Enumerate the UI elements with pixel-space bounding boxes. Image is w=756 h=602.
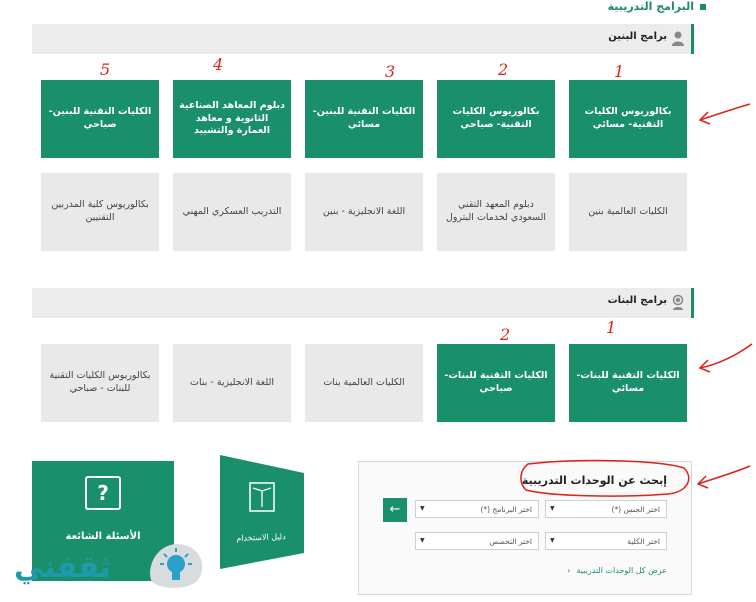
male-user-icon xyxy=(671,30,685,46)
annotation-number: 3 xyxy=(385,62,396,81)
boys-section-header: برامج البنين xyxy=(32,24,694,54)
program-tile[interactable]: اللغة الانجليزية - بنات xyxy=(173,344,291,422)
chevron-left-icon: ‹ xyxy=(567,566,571,575)
program-tile[interactable]: بكالوريوس الكليات التقنية للبنات - صباحي xyxy=(41,344,159,422)
annotation-number: 1 xyxy=(606,318,617,337)
annotation-number: 2 xyxy=(500,325,511,344)
program-tile[interactable]: الكليات التقنية للبنين- مسائي xyxy=(305,80,423,158)
brand-logo: ثقفني xyxy=(10,540,210,596)
program-tile[interactable]: بكالوريوس الكليات التقنية- مسائي xyxy=(569,80,687,158)
guide-panel-shape xyxy=(220,455,304,569)
program-tile[interactable]: الكليات العالمية بنين xyxy=(569,173,687,251)
user-guide-button[interactable]: دليل الاستخدام xyxy=(220,455,304,569)
arrow-left-icon: ← xyxy=(389,502,401,517)
faq-button[interactable]: ? الأسئلة الشائعة xyxy=(32,461,174,581)
search-go-button[interactable] xyxy=(383,498,407,522)
program-tile[interactable]: دبلوم المعاهد الصناعية الثانوية و معاهد العمارة والتشييد xyxy=(173,80,291,158)
female-user-icon xyxy=(671,294,685,310)
view-all-units-link[interactable]: عرض كل الوحدات التدريبية ‹ xyxy=(567,566,667,575)
program-tile[interactable]: بكالوريوس كلية المدربين التقنيين xyxy=(41,173,159,251)
search-title: إبحث عن الوحدات التدريبية xyxy=(521,474,667,487)
program-select[interactable]: اختر البرنامج (*) ▼ xyxy=(415,500,539,518)
annotation-circle xyxy=(518,458,694,498)
program-tile[interactable]: دبلوم المعهد التقني السعودي لخدمات البترول xyxy=(437,173,555,251)
girls-section-header: برامج البنات xyxy=(32,288,694,318)
lightbulb-logo-icon xyxy=(146,540,208,594)
college-select[interactable]: اختر الكلية ▼ xyxy=(545,532,667,550)
program-tile[interactable]: الكليات التقنية للبنات- مسائي xyxy=(569,344,687,422)
question-icon: ? xyxy=(85,476,121,510)
specialty-select[interactable]: اختر التخصص ▼ xyxy=(415,532,539,550)
annotation-number: 2 xyxy=(498,60,509,79)
annotation-arrow-icon xyxy=(694,462,752,490)
page-title: البرامج التدريبية xyxy=(608,0,706,13)
caret-down-icon: ▼ xyxy=(550,537,555,544)
caret-down-icon: ▼ xyxy=(420,537,425,544)
program-tile[interactable]: الكليات التقنية للبنات- صباحي xyxy=(437,344,555,422)
annotation-number: 5 xyxy=(100,60,111,79)
annotation-number: 1 xyxy=(614,62,625,81)
caret-down-icon: ▼ xyxy=(420,505,425,512)
annotation-arrow-icon xyxy=(696,340,754,376)
gender-select[interactable]: اختر الجنس (*) ▼ xyxy=(545,500,667,518)
caret-down-icon: ▼ xyxy=(550,505,555,512)
title-bullet-icon xyxy=(700,4,706,10)
program-tile[interactable]: الكليات العالمية بنات xyxy=(305,344,423,422)
program-tile[interactable]: الكليات التقنية للبنين- صباحي xyxy=(41,80,159,158)
program-tile[interactable]: التدريب العسكري المهني xyxy=(173,173,291,251)
annotation-arrow-icon xyxy=(696,100,752,130)
program-tile[interactable]: بكالوريوس الكليات التقنية- صباحي xyxy=(437,80,555,158)
program-tile[interactable]: اللغة الانجليزية - بنين xyxy=(305,173,423,251)
annotation-number: 4 xyxy=(213,55,224,74)
